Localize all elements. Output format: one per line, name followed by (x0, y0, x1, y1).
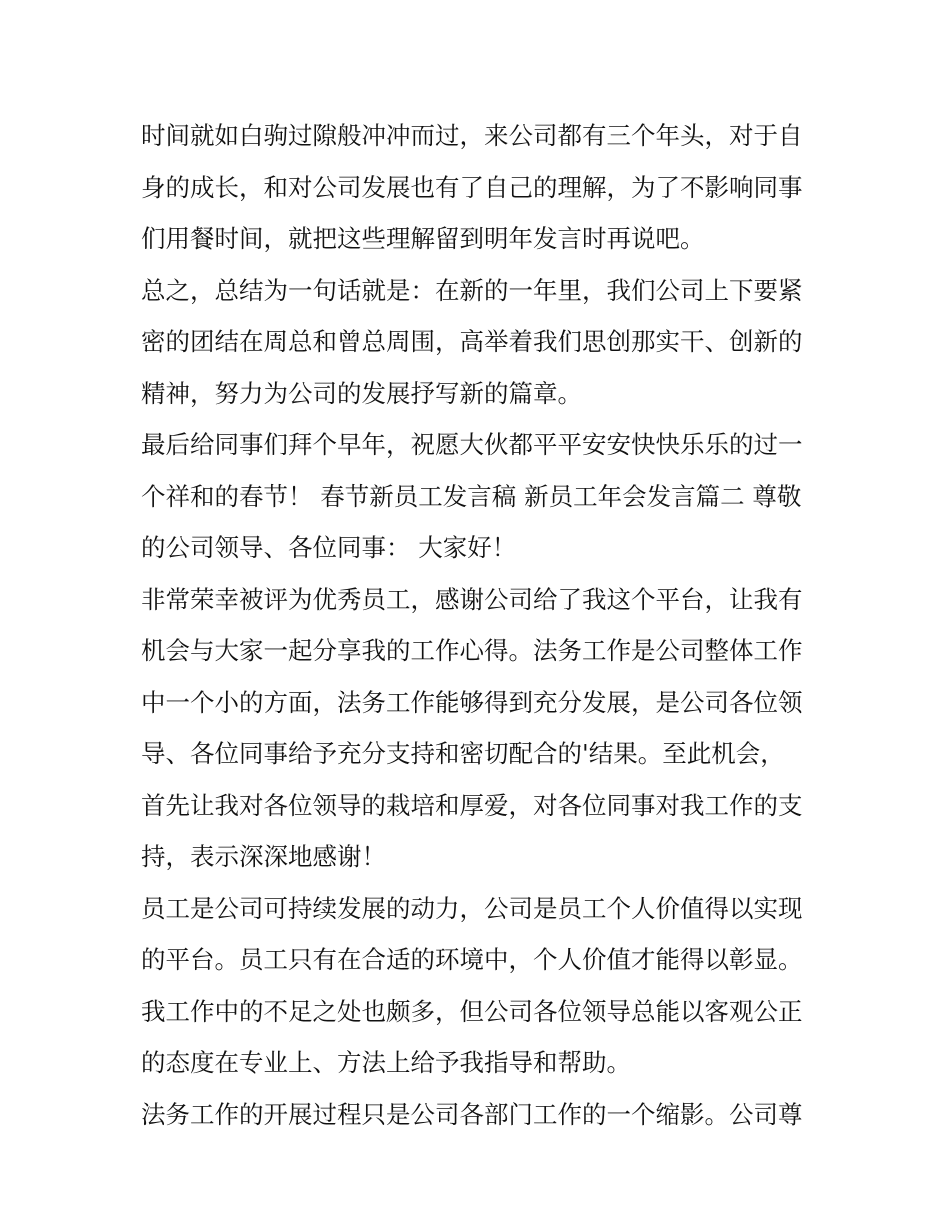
text-line: 身的成长，和对公司发展也有了自己的理解，为了不影响同事 (141, 172, 803, 202)
text-line: 非常荣幸被评为优秀员工，感谢公司给了我这个平台，让我有 (141, 584, 803, 614)
text-line: 员工是公司可持续发展的动力，公司是员工个人价值得以实现 (141, 893, 803, 923)
body-text (141, 110, 821, 1140)
text-line: 最后给同事们拜个早年，祝愿大伙都平平安安快快乐乐的过一 (141, 430, 803, 459)
text-line: 们用餐时间，就把这些理解留到明年发言时再说吧。 (141, 224, 705, 253)
text-line: 我工作中的不足之处也颇多，但公司各位领导总能以客观公正 (141, 996, 803, 1026)
text-line: 个祥和的春节！ 春节新员工发言稿 新员工年会发言篇二 尊敬 (141, 481, 802, 511)
text-line: 法务工作的开展过程只是公司各部门工作的一个缩影。公司尊 (141, 1099, 803, 1129)
text-line: 机会与大家一起分享我的工作心得。法务工作是公司整体工作 (141, 636, 803, 665)
text-line: 的态度在专业上、方法上给予我指导和帮助。 (141, 1048, 631, 1077)
text-line: 密的团结在周总和曾总周围，高举着我们思创那实干、创新的 (141, 327, 803, 356)
text-line: 持，表示深深地感谢！ (141, 842, 386, 871)
text-line: 导、各位同事给予充分支持和密切配合的'结果。至此机会， (141, 739, 785, 768)
text-line: 中一个小的方面，法务工作能够得到充分发展，是公司各位领 (141, 687, 803, 717)
text-line: 时间就如白驹过隙般冲冲而过，来公司都有三个年头，对于自 (141, 121, 803, 150)
text-line: 精神，努力为公司的发展抒写新的篇章。 (141, 378, 582, 408)
text-line: 首先让我对各位领导的栽培和厚爱，对各位同事对我工作的支 (141, 790, 803, 820)
text-line: 的公司领导、各位同事： 大家好！ (141, 533, 517, 562)
text-line: 的平台。员工只有在合适的环境中，个人价值才能得以彰显。 (141, 945, 803, 974)
text-line: 总之，总结为一句话就是：在新的一年里，我们公司上下要紧 (141, 275, 803, 305)
